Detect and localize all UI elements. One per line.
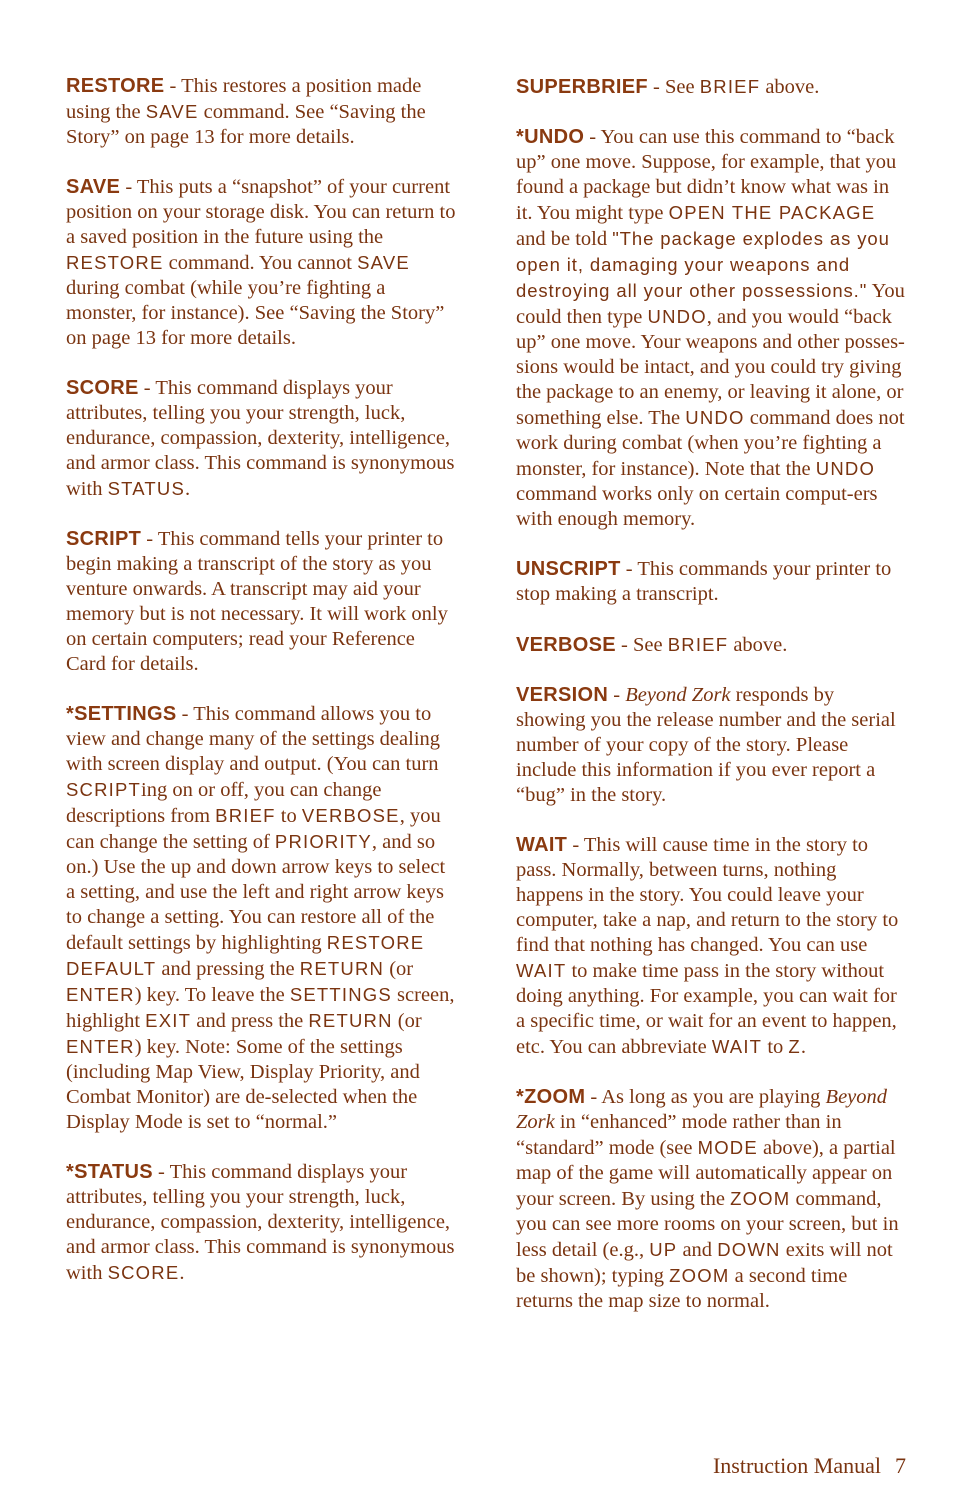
- text: .: [800, 1036, 807, 1058]
- term-undo: *UNDO: [516, 126, 585, 148]
- command-code: UNDO: [815, 458, 876, 479]
- term-superbrief: SUPERBRIEF: [516, 76, 648, 98]
- command-code: WAIT: [711, 1036, 763, 1057]
- text: ) key. Note: Some of the settings (including Map View, Display Priority, and Combat Monitor) are de-selected when the Display Mode is set to “normal.”: [66, 1036, 420, 1133]
- text: and press the: [191, 1010, 309, 1032]
- entry-score: [66, 376, 458, 502]
- text: , and so on.) Use the up and down arrow keys to select a setting, and use the left and right arrow keys to change a setting. You can restore all of the default settings by highlighting: [66, 831, 446, 954]
- term-restore: RESTORE: [66, 75, 165, 97]
- text: above), a partial map of the game will automatically appear on your screen. By using the: [516, 1137, 896, 1210]
- command-code: UNDO: [685, 407, 745, 428]
- text: to: [762, 1036, 789, 1058]
- text: exits will not be shown); typing: [516, 1239, 893, 1287]
- command-code: UP: [649, 1239, 678, 1260]
- text: responds by showing you the release number and the serial number of your copy of the story. Please include this information if you ever report a “bug” in the story.: [516, 684, 896, 806]
- command-code: STATUS: [107, 478, 186, 499]
- text: You could then type: [516, 280, 905, 328]
- text: (or: [392, 1010, 422, 1032]
- term-score: SCORE: [66, 377, 139, 399]
- term-save: SAVE: [66, 176, 121, 198]
- text: screen, highlight: [66, 984, 455, 1032]
- text: .: [185, 478, 191, 500]
- entry-save: [66, 175, 458, 351]
- text: , you can change the setting of: [66, 805, 441, 853]
- text: to make time pass in the story without doing anything. For example, you can wait for a specific time, or wait for an event to happen, etc. You can abbreviate: [516, 960, 897, 1058]
- term-zoom: *ZOOM: [516, 1086, 586, 1108]
- entry-settings: [66, 702, 458, 1135]
- text: and: [677, 1239, 718, 1261]
- term-settings: *SETTINGS: [66, 703, 177, 725]
- command-code: UNDO: [647, 306, 707, 327]
- command-code: BRIEF: [215, 805, 276, 826]
- text: command. See “Saving the Story” on page 13 for more details.: [66, 101, 426, 148]
- text: - As long as you are playing: [585, 1086, 826, 1108]
- command-code: ENTER: [66, 1036, 135, 1057]
- page-footer: [713, 1453, 906, 1479]
- text: - This command displays your attributes, telling you your strength, luck, endurance, compassion, dexterity, intelligence, and armor class. This command is synonymous with: [66, 377, 455, 500]
- right-column: [516, 74, 908, 1339]
- text: - This command allows you to view and change many of the settings dealing with screen display and output. (You can turn: [66, 703, 441, 775]
- text: a second time returns the map size to normal.: [516, 1265, 848, 1312]
- command-code: SAVE: [145, 101, 199, 122]
- text: ) key. To leave the: [134, 984, 290, 1006]
- command-code: DOWN: [717, 1239, 781, 1260]
- text: above.: [728, 634, 788, 656]
- entry-version: [516, 683, 908, 808]
- entry-unscript: [516, 557, 908, 607]
- command-code: ZOOM: [730, 1188, 791, 1209]
- command-code: Z: [788, 1036, 801, 1057]
- command-code: OPEN THE PACKAGE: [668, 202, 876, 223]
- command-code: SCORE: [107, 1262, 180, 1283]
- text: and be told: [516, 228, 613, 250]
- term-wait: WAIT: [516, 834, 568, 856]
- game-response-quote: "The package explodes as you open it, damaging your weapons and destroying all your other possessions.": [516, 228, 890, 301]
- footer-title: Instruction Manual: [712, 1453, 881, 1478]
- command-code: RETURN: [308, 1010, 393, 1031]
- command-code: PRIORITY: [274, 831, 372, 852]
- text: command. You cannot: [163, 252, 358, 274]
- term-status: *STATUS: [66, 1161, 153, 1183]
- command-code: BRIEF: [667, 634, 729, 655]
- text: - See: [647, 76, 700, 98]
- term-verbose: VERBOSE: [516, 634, 616, 656]
- text: - You can use this command to “back up” one move. Suppose, for example, that you found a package but didn’t know what was in it. You might type: [516, 126, 897, 224]
- text: command works only on certain comput-ers with enough memory.: [516, 483, 878, 530]
- left-column: [66, 74, 458, 1311]
- game-title: Beyond Zork: [625, 684, 731, 706]
- text: command, you can see more rooms on your screen, but in less detail (e.g.,: [516, 1188, 899, 1261]
- command-code: RESTORE: [66, 252, 164, 273]
- command-code: EXIT: [145, 1010, 192, 1031]
- game-title: Beyond Zork: [516, 1086, 888, 1133]
- text: (or: [384, 958, 414, 980]
- entry-zoom: [516, 1085, 908, 1314]
- entry-restore: [66, 74, 458, 150]
- command-code: RETURN: [299, 958, 385, 979]
- text: - This command displays your attributes, telling you your strength, luck, endurance, compassion, dexterity, intelligence, and armor class. This command is synonymous with: [66, 1161, 455, 1284]
- entry-wait: [516, 833, 908, 1060]
- command-code: SETTINGS: [289, 984, 392, 1005]
- text: .: [179, 1262, 185, 1284]
- text: , and you would “back up” one move. Your weapons and other posses-sions would be intact, and you could try giving the package to an enemy, or leaving it alone, or something else. The: [516, 306, 905, 429]
- text: - See: [615, 634, 668, 656]
- page-number: 7: [895, 1453, 906, 1478]
- text: during combat (while you’re fighting a monster, for instance). See “Saving the Story” on page 13 for more details.: [66, 277, 445, 349]
- command-code: WAIT: [516, 960, 567, 981]
- entry-superbrief: [516, 74, 908, 100]
- command-code: SAVE: [357, 252, 410, 273]
- text: ing on or off, you can change descriptions from: [66, 779, 382, 827]
- command-code: ZOOM: [669, 1265, 730, 1286]
- entry-script: [66, 527, 458, 677]
- command-code: MODE: [697, 1137, 758, 1158]
- text: - This commands your printer to stop making a transcript.: [516, 558, 892, 605]
- entry-verbose: [516, 632, 908, 658]
- command-code: ENTER: [66, 984, 135, 1005]
- entry-status: [66, 1160, 458, 1286]
- entry-undo: [516, 125, 908, 532]
- text: in “enhanced” mode rather than in “standard” mode (see: [516, 1111, 842, 1159]
- text: - This restores a position made using the: [66, 75, 422, 123]
- command-code: BRIEF: [699, 76, 761, 97]
- text: - This will cause time in the story to pass. Normally, between turns, nothing happens in the story. You could leave your computer, take a nap, and return to the story to find that nothing has changed. You can use: [516, 834, 899, 956]
- text: -: [608, 684, 626, 706]
- command-code: RESTORE DEFAULT: [66, 932, 425, 979]
- command-code: SCRIPT: [66, 779, 142, 800]
- term-script: SCRIPT: [66, 528, 142, 550]
- command-code: VERBOSE: [301, 805, 400, 826]
- text: - This puts a “snapshot” of your current position on your storage disk. You can return to a saved position in the future using the: [66, 176, 456, 248]
- text: - This command tells your printer to begin making a transcript of the story as you venture onwards. A transcript may aid your memory but is not necessary. It will work only on certain computers; read your Reference Card for details.: [66, 528, 448, 675]
- text: above.: [760, 76, 820, 98]
- term-version: VERSION: [516, 684, 609, 706]
- text: command does not work during combat (when you’re fighting a monster, for instance). Note that the: [516, 407, 905, 480]
- text: and pressing the: [156, 958, 300, 980]
- text: to: [275, 805, 302, 827]
- term-unscript: UNSCRIPT: [516, 558, 621, 580]
